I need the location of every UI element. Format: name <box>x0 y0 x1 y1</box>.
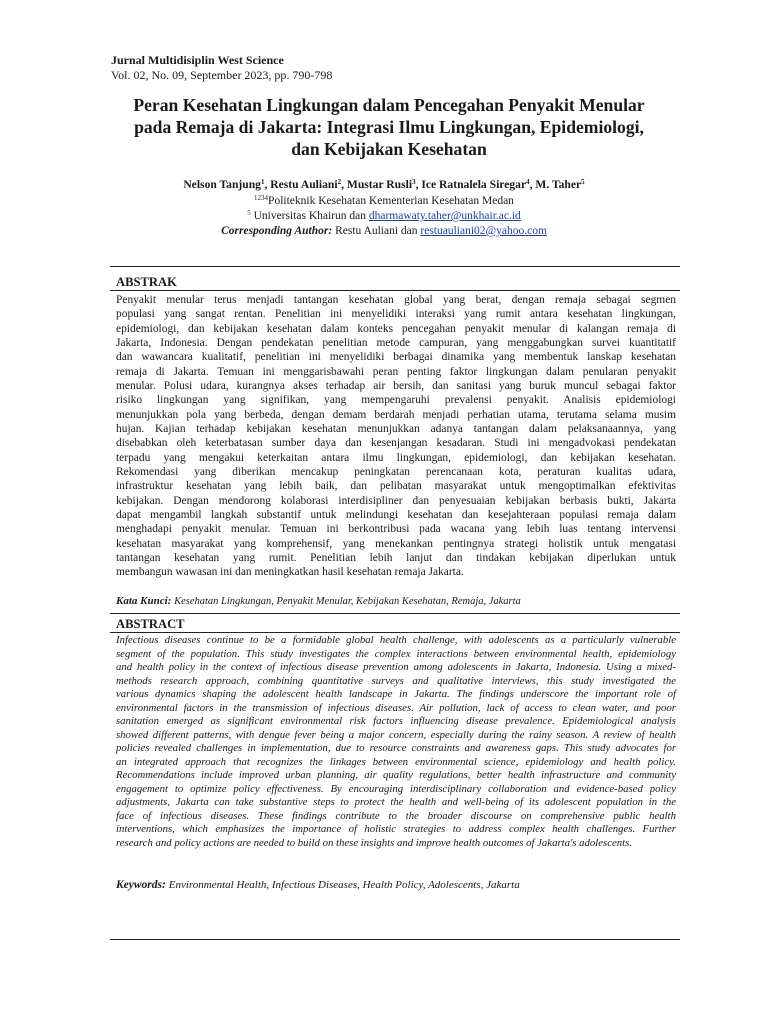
divider <box>110 613 680 614</box>
kata-kunci <box>116 595 521 607</box>
author-affil-mark: 4 <box>526 178 530 186</box>
kata-kunci-label: Kata Kunci: <box>116 595 172 607</box>
abstract-line: sanitation emerged as significant environmental risk factors influencing disease prevalence. Epidemiological analysis <box>116 715 676 727</box>
divider <box>110 632 680 633</box>
corresponding-email-link[interactable]: restuauliani02@yahoo.com <box>420 225 547 237</box>
abstrak-line: Rekomendasi yang diberikan mencakup peningkatan perencanaan kota, peraturan kualitas udara, <box>116 465 676 478</box>
journal-name: Jurnal Multidisiplin West Science <box>111 53 284 67</box>
author-name: Restu Auliani <box>270 178 338 191</box>
abstract-line: research and policy actions are needed to build on these insights and improve health outcomes of Jakarta's adolescents. <box>116 836 633 849</box>
abstrak-line: tantangan kesehatan yang rumit. Penelitian lebih lanjut dan tindakan kebijakan diperlukan untuk <box>116 551 676 564</box>
abstrak-line: dan wawancara kualitatif, penelitian ini menyelidiki berbagai dinamika yang membentuk lanskap kesehatan <box>116 351 676 364</box>
abstrak-heading: ABSTRAK <box>116 275 177 289</box>
abstrak-line: menunjukkan pola yang berbeda, dengan demam berdarah menjadi perhatian utama, terutama selama musim <box>116 408 676 421</box>
corresponding-label: Corresponding Author: <box>221 225 333 237</box>
abstract-line: showed different patterns, with dengue fever being a major concern, especially during the rainy season. A review of health <box>116 728 676 741</box>
abstract-line: face of infectious diseases. These findings contribute to the broader discourse on comprehensive public health <box>116 809 676 822</box>
author-affil-mark: 1 <box>260 178 265 186</box>
author-name: Ice Ratnalela Siregar <box>421 178 527 191</box>
abstrak-line: Penyakit menular terus menjadi tantangan kesehatan global yang berat, dengan remaja sebagai segmen <box>116 294 676 306</box>
affiliation-2 <box>80 209 688 224</box>
abstract-line: methods research approach, combining quantitative surveys and qualitative interviews, this study investigated the <box>116 674 676 687</box>
abstrak-line: populasi yang sangat rentan. Penelitian ini menyelidiki interaksi yang rumit antara kesehatan lingkungan, <box>116 308 676 321</box>
abstract-line: various dynamics shaping the adolescent health landscape in Jakarta. The findings underscore the important role of <box>116 688 676 700</box>
abstract-heading: ABSTRACT <box>116 617 185 631</box>
author-name: M. Taher <box>535 178 582 191</box>
divider <box>110 266 680 267</box>
abstract-line: Infectious diseases continue to be a formidable global health challenge, with adolescents as a particularly vulnerable <box>116 634 676 646</box>
abstrak-line: dapat mengambil langkah substantif untuk melindungi kesehatan dan kesejahteraan populasi remaja dalam <box>116 508 676 521</box>
abstrak-line: kesehatan masyarakat yang komprehensif, yang menekankan pentingnya strategi holistik untuk mengatasi <box>116 537 676 550</box>
abstrak-line: remaja di Jakarta. Temuan ini menggarisbawahi peran penting faktor lingkungan dalam penularan penyakit <box>116 365 676 378</box>
abstract-line: Recommendations include improved urban planning, air quality regulations, better health infrastructure and community <box>116 769 676 781</box>
abstrak-line: epidemiologi, dan kebijakan kesehatan dalam konteks pencegahan penyakit menular di kalangan remaja di <box>116 322 676 335</box>
author-name: Nelson Tanjung <box>183 178 261 191</box>
abstrak-line: membangun wawasan ini dan meningkatkan hasil kesehatan remaja Jakarta. <box>116 566 464 579</box>
author-email-link[interactable]: dharmawaty.taher@unkhair.ac.id <box>368 210 521 222</box>
title-line: pada Remaja di Jakarta: Integrasi Ilmu Lingkungan, Epidemiologi, <box>134 117 644 137</box>
abstrak-line: Jakarta, Indonesia. Dengan pendekatan penelitian metode campuran, yang menggabungkan survei kuantitatif <box>116 336 676 349</box>
abstract-line: engagement to optimize policy effectiveness. By encouraging interdisciplinary collaboration and evidence-based policy <box>116 782 676 795</box>
abstract-line: policies revealed challenges in implementation, due to resource constraints and awareness gaps. This study advocates for <box>116 742 676 754</box>
corresponding-name: Restu Auliani dan <box>335 225 418 237</box>
paper-title <box>100 94 678 160</box>
keywords-label: Keywords: <box>116 879 166 891</box>
abstrak-line: risiko lingkungan yang signifikan, yang mempengaruhi prevalensi penyakit. Analisis epidemiologi <box>116 394 676 407</box>
author-name: Mustar Rusli <box>346 178 413 191</box>
journal-issue: Vol. 02, No. 09, September 2023, pp. 790-798 <box>111 68 333 82</box>
abstract-line: segment of the population. This study investigates the complex interactions between environmental health, epidemiology <box>116 647 676 660</box>
journal-header <box>111 53 332 83</box>
abstrak-line: hujan. Kajian terhadap kebijakan kesehatan menunjukkan adanya tantangan dalam pelaksanaannya, yang <box>116 422 676 435</box>
abstract-line: an integrated approach that recognizes the linkages between environmental science, epidemiology and health policy. <box>116 755 676 768</box>
abstrak-line: kebijakan. Dengan mendorong kolaborasi interdisipliner dan penyesuaian kebijakan berbasis bukti, Jakarta <box>116 494 676 507</box>
abstrak-line: menghadapi penyakit menular. Temuan ini berkontribusi pada wacana yang lebih luas tentang intervensi <box>116 523 676 536</box>
abstract-line: adjustments, Jakarta can take substantive steps to protect the health and well-being of its adolescent population in the <box>116 796 676 808</box>
author-affil-mark: 5 <box>581 178 585 186</box>
abstract-line: and health policy in the context of infectious disease prevention among adolescents in Jakarta, Indonesia. Using a mixed- <box>116 661 676 673</box>
author-affil-mark: 3 <box>412 178 416 186</box>
abstrak-line: disebabkan oleh keterbatasan sumber daya dan kesenjangan kesadaran. Studi ini mengadvokasi pendekatan <box>116 437 676 450</box>
divider <box>110 939 680 940</box>
divider <box>110 290 680 291</box>
title-line: Peran Kesehatan Lingkungan dalam Pencegahan Penyakit Menular <box>133 95 645 115</box>
affil-text: Universitas Khairun dan <box>253 210 366 222</box>
affil-text: Politeknik Kesehatan Kementerian Kesehatan Medan <box>268 195 514 207</box>
abstract-line: interventions, which emphasizes the importance of holistic strategies to address complex health challenges. Further <box>116 823 676 835</box>
abstract-body <box>116 634 676 850</box>
abstrak-line: menular. Polusi udara, kurangnya akses terhadap air bersih, dan sanitasi yang buruk muncul sebagai faktor <box>116 379 676 392</box>
abstrak-body <box>116 293 676 580</box>
keywords <box>116 879 520 891</box>
abstrak-line: infrastruktur kesehatan yang lebih baik, dan pelibatan masyarakat untuk mengoptimalkan efektivitas <box>116 480 676 493</box>
kata-kunci-values: Kesehatan Lingkungan, Penyakit Menular, Kebijakan Kesehatan, Remaja, Jakarta <box>174 596 521 607</box>
author-affil-mark: 2 <box>337 178 342 186</box>
author-list: Nelson Tanjung$^1$, Restu Auliani$^2$, Mustar Rusli$^3$, Ice Ratnalela Siregar$^4$, M. Taher$^5$ <box>183 178 585 191</box>
affil-mark: 5 <box>247 209 251 217</box>
affil-mark: 1234 <box>254 194 269 202</box>
corresponding-author <box>80 224 688 239</box>
abstract-line: environmental factors in the transmission of infectious diseases. Air pollution, lack of access to clean water, and poor <box>116 701 676 714</box>
keywords-values: Environmental Health, Infectious Diseases, Health Policy, Adolescents, Jakarta <box>168 879 520 891</box>
affiliation-1 <box>80 194 688 209</box>
abstrak-line: terpadu yang mengakui keterkaitan antara ilmu lingkungan, epidemiologi, dan kebijakan kesehatan. <box>116 451 676 464</box>
title-line: dan Kebijakan Kesehatan <box>291 139 487 159</box>
